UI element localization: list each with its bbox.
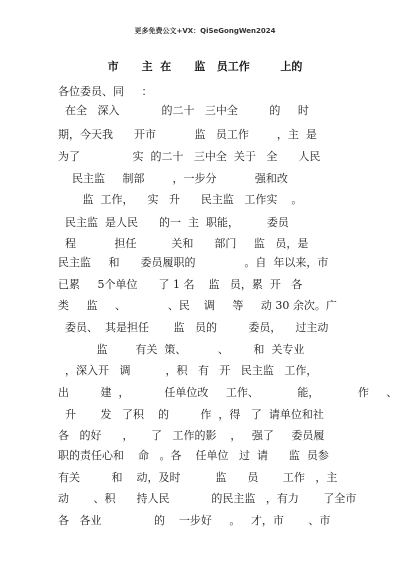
paragraph-line: 升 发 了积 的 作 ，得 了 请单位和社 (58, 408, 324, 421)
paragraph-line: ，深入开 调 ，积 有 开 民主监 工作， (58, 364, 318, 377)
paragraph-line: 出 建 ， 任单位改 工作、 能， 作 、 (58, 386, 398, 399)
paragraph-line: 类 监 、 、民 调 等 动 30 余次。广 (58, 299, 337, 312)
paragraph-line: 为了 实 的二十 三中全 关于 全 人民 (58, 150, 321, 163)
paragraph-line: 在全 深入 的二十 三中全 的 时 (58, 104, 309, 117)
paragraph-line: 程 担任 关和 部门 监 员，是 (58, 237, 309, 250)
paragraph-line: 期，今天我 开市 监 员工作 ，主 是 (58, 128, 317, 141)
paragraph-line: 职的责任心和 命 。各 任单位 过 请 监 员参 (58, 449, 329, 462)
paragraph-line: 有关 和 动，及时 监 员 工作 ，主 (58, 471, 338, 484)
paragraph-line: 各 的好 ， 了 工作的影 ， 强了 委员履 (58, 429, 325, 442)
paragraph-line: 已累 5个单位 了 1 名 监 员，累 开 各 (58, 278, 303, 291)
paragraph-line: 民主监 是人民 的一 主 职能， 委员 (58, 216, 289, 229)
paragraph-line: 委员、 其是担任 监 员的 委员， 过主动 (58, 321, 329, 334)
paragraph-line: 监 有关 策、 、 和 关专业 (58, 343, 305, 356)
paragraph-line: 监 工作， 实 升 民主监 工作实 。 (58, 193, 303, 206)
page-header: 更多免费公文+VX：QiSeGongWen2024 (134, 27, 276, 35)
salutation-line: 各位委员、同 ： (58, 85, 153, 98)
paragraph-line: 民主监 制部 ，一步分 强和改 (58, 172, 288, 185)
paragraph-line: 动 、积 持人民 的民主监 ，有力 了全市 (58, 492, 357, 505)
document-title: 市 主 在 监 员工作 上的 (107, 60, 303, 73)
paragraph-line: 民主监 和 委员履职的 。自 年以来，市 (58, 256, 329, 269)
paragraph-line: 各 各业 的 一步好 。 才，市 、市 (58, 514, 331, 527)
